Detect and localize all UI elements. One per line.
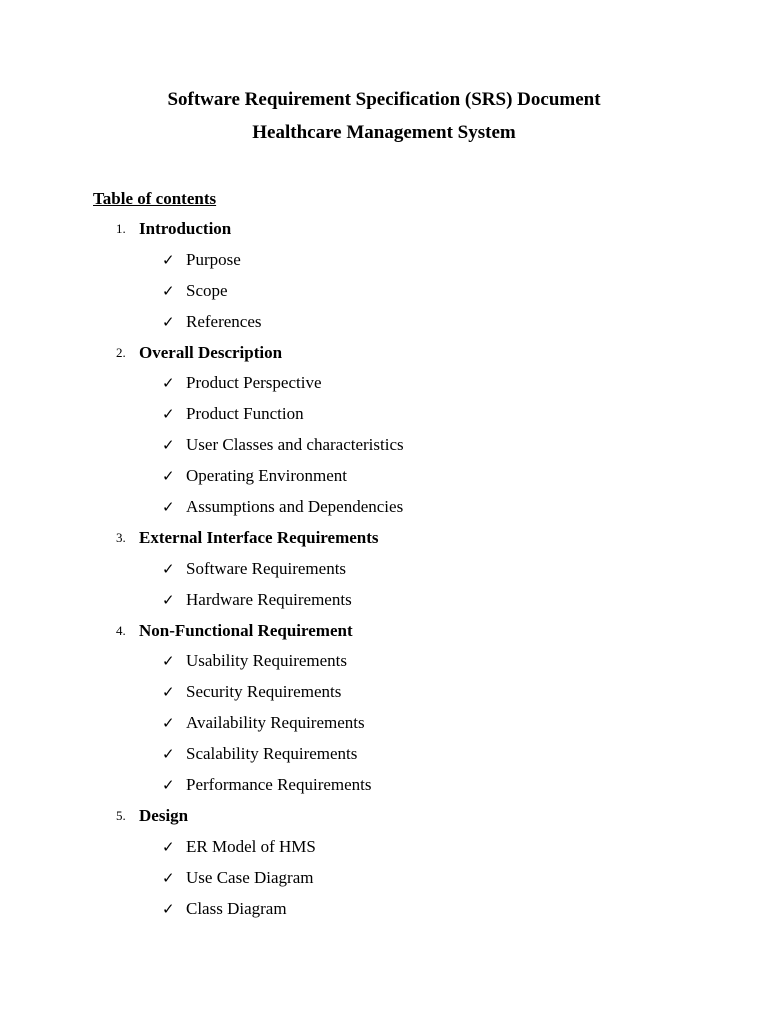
check-mark-icon: ✓ (162, 868, 175, 887)
check-mark-icon: ✓ (162, 776, 175, 795)
section-number: 1. (116, 221, 126, 236)
toc-subitem (0, 307, 768, 338)
subitem-label: Use Case Diagram (186, 867, 314, 887)
toc-subitem (0, 461, 768, 492)
toc-subitem (0, 368, 768, 399)
subitem-label: Performance Requirements (186, 775, 372, 795)
subitem-label: Scope (186, 280, 228, 300)
section-number: 4. (116, 622, 126, 638)
document-title: Software Requirement Specification (SRS) Document (167, 89, 601, 110)
toc-subitem (0, 739, 768, 770)
section-title: Non-Functional Requirement (139, 620, 353, 640)
toc-subitem (0, 894, 768, 925)
subitem-label: References (186, 311, 262, 331)
toc-subitem (0, 832, 768, 863)
toc-section (0, 338, 768, 369)
subitem-label: Availability Requirements (186, 713, 365, 733)
subitem-label: Software Requirements (186, 558, 347, 578)
section-title: Design (139, 805, 189, 825)
check-mark-icon: ✓ (162, 745, 175, 764)
check-mark-icon: ✓ (162, 652, 175, 671)
subitem-label: Assumptions and Dependencies (186, 497, 404, 517)
section-title: Introduction (139, 219, 232, 238)
subitem-label: Purpose (186, 249, 241, 269)
toc-heading: Table of contents (93, 189, 217, 208)
section-title: External Interface Requirements (139, 527, 379, 547)
check-mark-icon: ✓ (162, 590, 175, 609)
toc-section (0, 523, 768, 554)
toc-subitem (0, 585, 768, 616)
toc-subitem (0, 863, 768, 894)
toc-subitem (0, 708, 768, 739)
subitem-label: Product Perspective (186, 373, 322, 393)
subitem-label: Usability Requirements (186, 651, 348, 671)
check-mark-icon: ✓ (162, 683, 175, 702)
check-mark-icon: ✓ (162, 559, 175, 578)
check-mark-icon: ✓ (162, 436, 175, 455)
toc-section (0, 616, 768, 647)
subitem-label: Hardware Requirements (186, 589, 352, 609)
toc-subitem (0, 554, 768, 585)
check-mark-icon: ✓ (162, 312, 175, 331)
toc-subitem (0, 245, 768, 276)
subitem-label: Security Requirements (186, 682, 342, 702)
toc-subitem (0, 677, 768, 708)
section-title: Overall Description (139, 342, 283, 362)
check-mark-icon: ✓ (162, 498, 175, 517)
toc-subitem (0, 646, 768, 677)
check-mark-icon: ✓ (162, 374, 175, 393)
subitem-label: User Classes and characteristics (186, 435, 404, 455)
section-number: 3. (116, 529, 126, 545)
check-mark-icon: ✓ (162, 714, 175, 733)
toc-section (0, 801, 768, 832)
subitem-label: Product Function (186, 404, 304, 424)
toc-subitem (0, 276, 768, 307)
toc-section (0, 214, 768, 245)
check-mark-icon: ✓ (162, 405, 175, 424)
section-number: 2. (116, 344, 126, 360)
check-mark-icon: ✓ (162, 467, 175, 486)
subitem-label: Class Diagram (186, 898, 287, 918)
toc-subitem (0, 399, 768, 430)
check-mark-icon: ✓ (162, 250, 175, 269)
subitem-label: Scalability Requirements (186, 744, 358, 764)
subitem-label: ER Model of HMS (186, 836, 316, 856)
check-mark-icon: ✓ (162, 899, 175, 918)
check-mark-icon: ✓ (162, 837, 175, 856)
document-subtitle: Healthcare Management System (252, 122, 516, 143)
check-mark-icon: ✓ (162, 281, 175, 300)
table-of-contents (0, 214, 768, 924)
toc-subitem (0, 430, 768, 461)
toc-subitem (0, 492, 768, 523)
section-number: 5. (116, 807, 126, 823)
toc-subitem (0, 770, 768, 801)
subitem-label: Operating Environment (186, 466, 347, 486)
